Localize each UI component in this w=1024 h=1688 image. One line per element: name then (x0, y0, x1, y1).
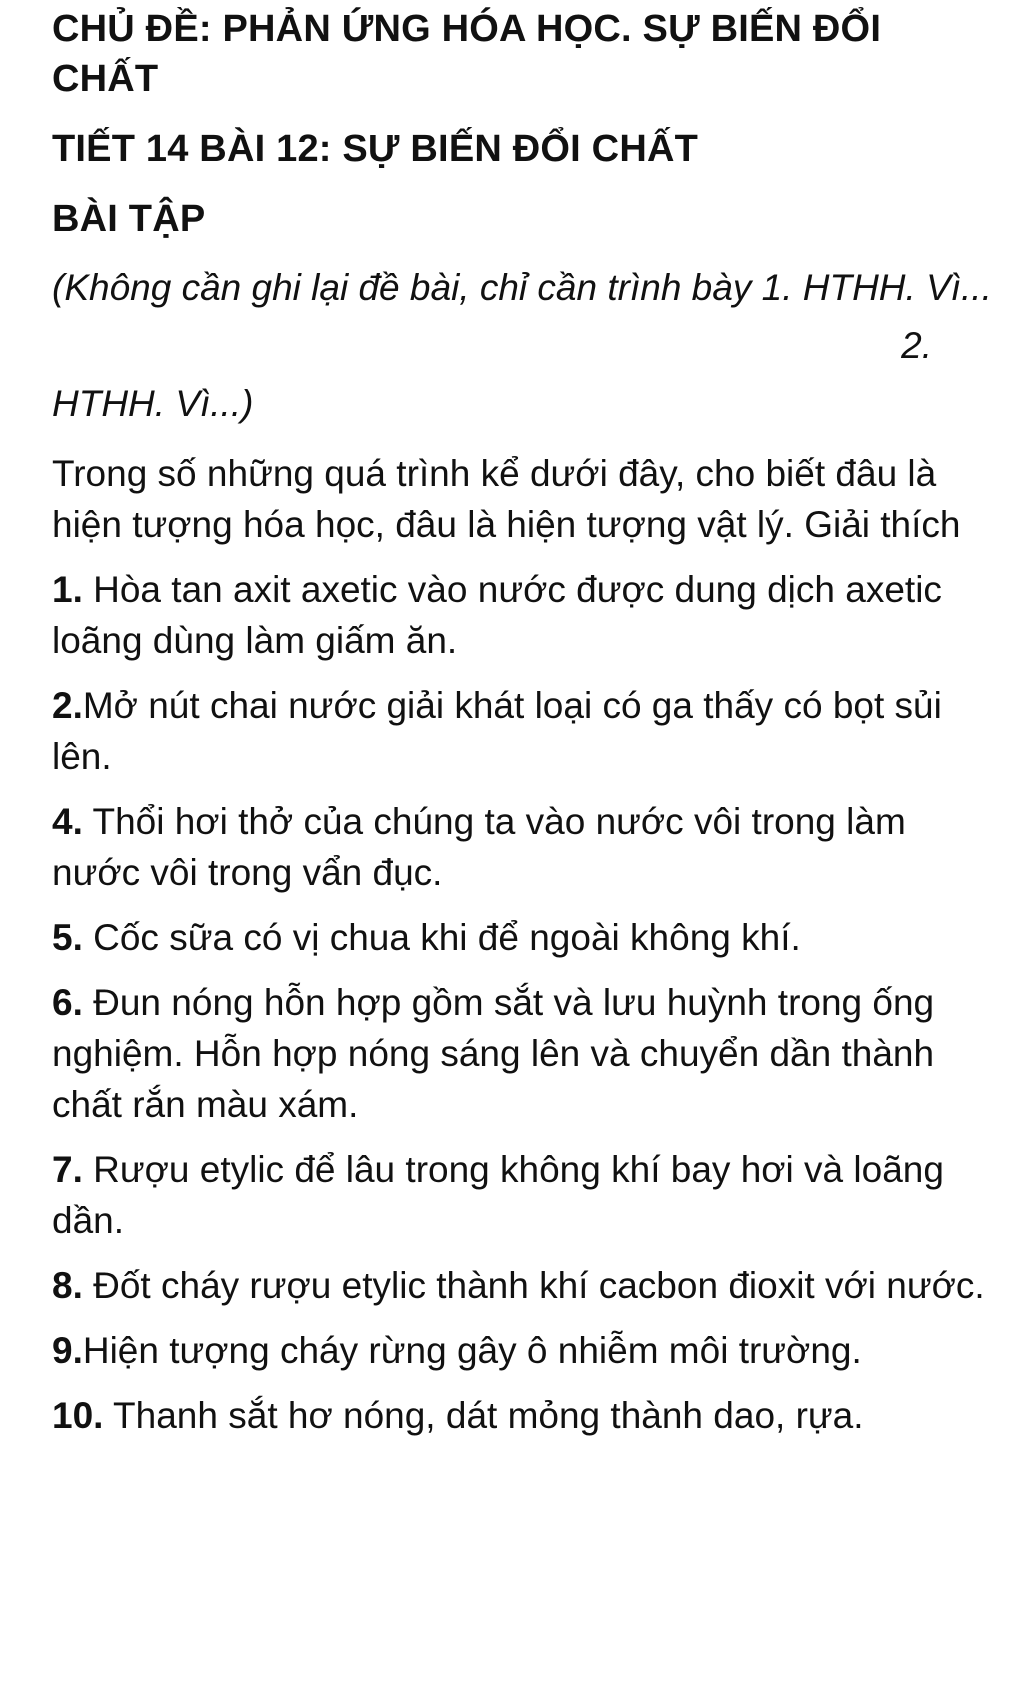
item-number: 2. (52, 685, 83, 726)
list-item (52, 1325, 992, 1376)
section-heading: BÀI TẬP (52, 198, 206, 240)
item-number: 10. (52, 1395, 104, 1436)
instruction-note-end: HTHH. Vì...) (52, 383, 254, 424)
topic-heading: CHỦ ĐỀ: PHẢN ỨNG HÓA HỌC. SỰ BIẾN ĐỔI CHẤT (52, 8, 882, 100)
item-text: Rượu etylic để lâu trong không khí bay hơi và loãng dần. (52, 1149, 944, 1241)
instruction-note: (Không cần ghi lại đề bài, chỉ cần trình bày 1. HTHH. Vì... (52, 267, 992, 308)
lesson-heading: TIẾT 14 BÀI 12: SỰ BIẾN ĐỔI CHẤT (52, 128, 699, 170)
list-item (52, 680, 992, 782)
list-item (52, 1260, 992, 1311)
item-text: Đun nóng hỗn hợp gồm sắt và lưu huỳnh trong ống nghiệm. Hỗn hợp nóng sáng lên và chuyển dần thành chất rắn màu xám. (52, 982, 935, 1125)
item-text: Mở nút chai nước giải khát loại có ga thấy có bọt sủi lên. (52, 685, 942, 777)
list-item (52, 564, 992, 666)
instruction-number-2: 2. (901, 325, 932, 366)
item-number: 6. (52, 982, 83, 1023)
list-item (52, 796, 992, 898)
item-text: Hòa tan axit axetic vào nước được dung dịch axetic loãng dùng làm giấm ăn. (52, 569, 942, 661)
item-number: 4. (52, 801, 83, 842)
item-text: Đốt cháy rượu etylic thành khí cacbon đioxit với nước. (82, 1265, 985, 1306)
item-text: Thanh sắt hơ nóng, dát mỏng thành dao, rựa. (103, 1395, 864, 1436)
item-number: 7. (52, 1149, 83, 1190)
list-item (52, 1144, 992, 1246)
item-text: Hiện tượng cháy rừng gây ô nhiễm môi trường. (82, 1330, 862, 1371)
document-page (52, 0, 992, 1441)
item-text: Thổi hơi thở của chúng ta vào nước vôi trong làm nước vôi trong vẩn đục. (52, 801, 906, 893)
item-number: 1. (52, 569, 83, 610)
list-item (52, 912, 992, 963)
item-number: 5. (52, 917, 83, 958)
list-item (52, 977, 992, 1130)
item-number: 8. (52, 1265, 83, 1306)
item-text: Cốc sữa có vị chua khi để ngoài không khí. (82, 917, 801, 958)
item-number: 9. (52, 1330, 83, 1371)
list-item (52, 1390, 992, 1441)
exercise-intro: Trong số những quá trình kể dưới đây, cho biết đâu là hiện tượng hóa học, đâu là hiện tượng vật lý. Giải thích (52, 453, 961, 545)
